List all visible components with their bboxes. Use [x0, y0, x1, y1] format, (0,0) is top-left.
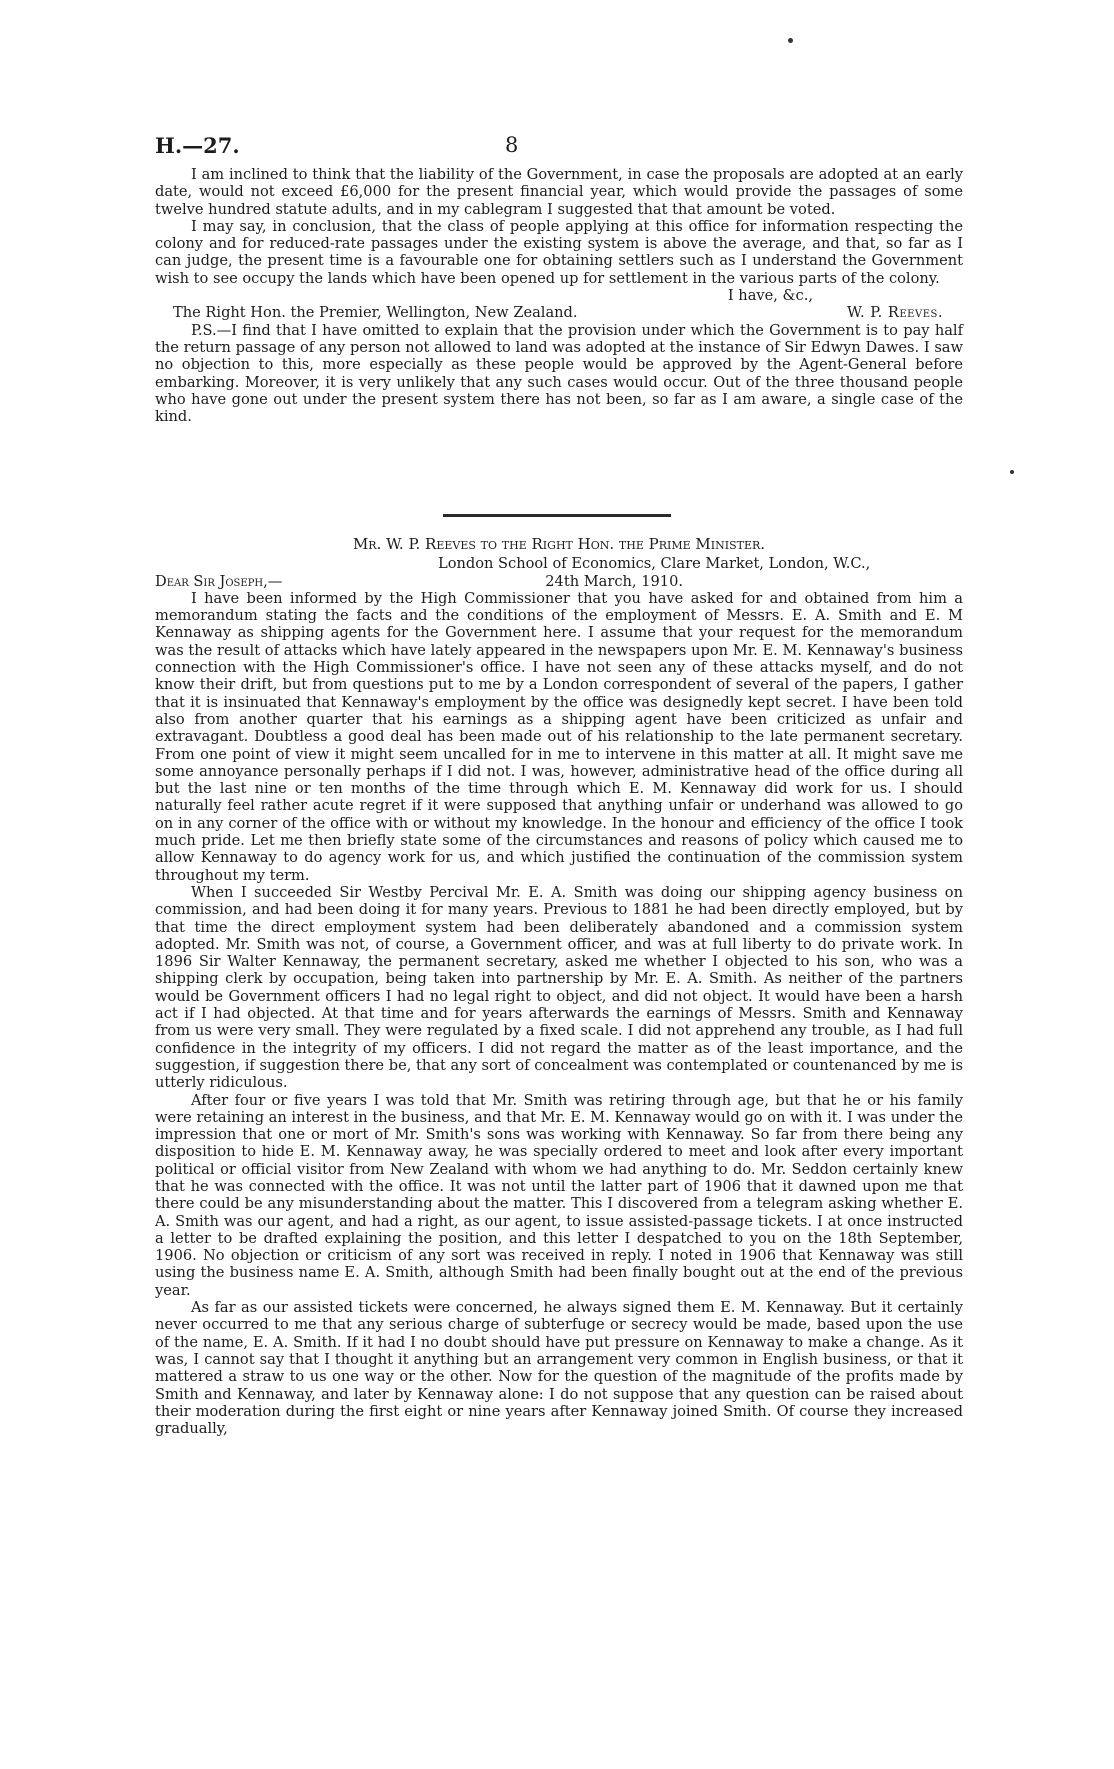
letter2-paragraph-3: After four or five years I was told that Mr. Smith was retiring through age, but that he or his family were retaining an interest in the business, and that Mr. E. M. Kennaway would go on with it. I was under the impression that one or mort of Mr. Smith's sons was working with Kennaway. So far from there being any disposition to hide E. M. Kennaway away, he was specially ordered to meet and look after every important political or official visitor from New Zealand with whom we had anything to do. Mr. Seddon certainly knew that he was connected with the office. It was not until the latter part of 1906 that it dawned upon me that there could be any misunderstanding about the matter. This I discovered from a telegram asking whether E. A. Smith was our agent, and had a right, as our agent, to issue assisted-passage tickets. I at once instructed a letter to be drafted explaining the position, and this letter I despatched to you on the 18th September, 1906. No objection or criticism of any sort was received in reply. I noted in 1906 that Kennaway was still using the business name E. A. Smith, although Smith had been finally bought out at the end of the previous year. — [155, 1091, 963, 1299]
section-divider — [443, 514, 671, 517]
letter1-closing: I have, &c., — [727, 287, 813, 305]
letter2-body — [155, 536, 963, 1437]
letter2-heading: Mr. W. P. Reeves to the Right Hon. the Prime Minister. — [352, 535, 766, 553]
letter1-signature: W. P. Reeves. — [847, 304, 943, 322]
letter2-salutation: Dear Sir Joseph,— — [155, 572, 283, 590]
letter1-body — [155, 166, 963, 425]
letter2-paragraph-1: I have been informed by the High Commissioner that you have asked for and obtained from him a memorandum stating the facts and the conditions of the employment of Messrs. E. A. Smith and E. M Kennaway as shipping agents for the Government here. I assume that your request for the memorandum was the result of attacks which have lately appeared in the newspapers upon Mr. E. M. Kennaway's business connection with the High Commissioner's office. I have not seen any of these attacks myself, and do not know their drift, but from questions put to me by a London correspondent of several of the papers, I gather that it is insinuated that Kennaway's employment by the office was designedly kept secret. I have been told also from another quarter that his earnings as a shipping agent have been criticized as unfair and extravagant. Doubtless a good deal has been made out of his relationship to the late permanent secretary. From one point of view it might seem uncalled for in me to intervene in this matter at all. It might save me some annoyance personally perhaps if I did not. I was, however, administrative head of the office during all but the last nine or ten months of the time through which E. M. Kennaway did work for us. I should naturally feel rather acute regret if it were supposed that anything unfair or underhand was allowed to go on in any corner of the office with or without my knowledge. In the honour and efficiency of the office I took much pride. Let me then briefly state some of the circumstances and reasons of policy which caused me to allow Kennaway to do agency work for us, and which justified the continuation of the commission system throughout my term. — [155, 589, 963, 884]
letter2-salutation-line — [155, 573, 963, 590]
letter1-paragraph-1: I am inclined to think that the liability of the Government, in case the proposals are adopted at an early date, would not exceed £6,000 for the present financial year, which would provide the passages of some twelve hundred statute adults, and in my cablegram I suggested that that amount be voted. — [155, 166, 963, 218]
parliamentary-paper-ref: H.—27. — [155, 133, 240, 158]
scan-speck — [788, 38, 793, 43]
letter1-paragraph-2: I may say, in conclusion, that the class of people applying at this office for information respecting the colony and for reduced-rate passages under the existing system is above the average, and that, so far as I can judge, the present time is a favourable one for obtaining settlers such as I understand the Government wish to see occupy the lands which have been opened up for settlement in the various parts of the colony. — [155, 217, 963, 287]
letter2-paragraph-4: As far as our assisted tickets were concerned, he always signed them E. M. Kennaway. But it certainly never occurred to me that any serious charge of subterfuge or secrecy would be made, based upon the use of the name, E. A. Smith. If it had I no doubt should have put pressure on Kennaway to make a change. As it was, I cannot say that I thought it anything but an arrangement very common in English business, or that it mattered a straw to us one way or the other. Now for the question of the magnitude of the profits made by Smith and Kennaway, and later by Kennaway alone: I do not suppose that any question can be raised about their moderation during the first eight or nine years after Kennaway joined Smith. Of course they increased gradually, — [155, 1299, 963, 1438]
letter1-addressee: The Right Hon. the Premier, Wellington, New Zealand. — [173, 304, 578, 322]
page-number: 8 — [505, 133, 519, 157]
scan-speck — [1010, 470, 1014, 474]
letter1-signature-line — [155, 304, 963, 321]
letter2-paragraph-2: When I succeeded Sir Westby Percival Mr. E. A. Smith was doing our shipping agency business on commission, and had been doing it for many years. Previous to 1881 he had been directly employed, but by that time the direct employment system had been deliberately abandoned and a commission system adopted. Mr. Smith was not, of course, a Government officer, and was at full liberty to do private work. In 1896 Sir Walter Kennaway, the permanent secretary, asked me whether I objected to his son, who was a shipping clerk by occupation, being taken into partnership by Mr. E. A. Smith. As neither of the partners would be Government officers I had no legal right to object, and did not object. It would have been a harsh act if I had objected. At that time and for years afterwards the earnings of Messrs. Smith and Kennaway from us were very small. They were regulated by a fixed scale. I did not apprehend any trouble, as I had full confidence in the integrity of my officers. I did not regard the matter as of the least importance, and the suggestion, if suggestion there be, that any sort of concealment was contemplated or countenanced by me is utterly ridiculous. — [155, 883, 963, 1092]
letter2-date: 24th March, 1910. — [545, 572, 683, 590]
letter2-address: London School of Economics, Clare Market, London, W.C., — [438, 555, 871, 573]
letter1-postscript: P.S.—I find that I have omitted to explain that the provision under which the Government is to pay half the return passage of any person not allowed to land was adopted at the instance of Sir Edwyn Dawes. I saw no objection to this, more especially as these people would be approved by the Agent-General before embarking. Moreover, it is very unlikely that any such cases would occur. Out of the three thousand people who have gone out under the present system there has not been, so far as I am aware, a single case of the kind. — [155, 321, 963, 426]
